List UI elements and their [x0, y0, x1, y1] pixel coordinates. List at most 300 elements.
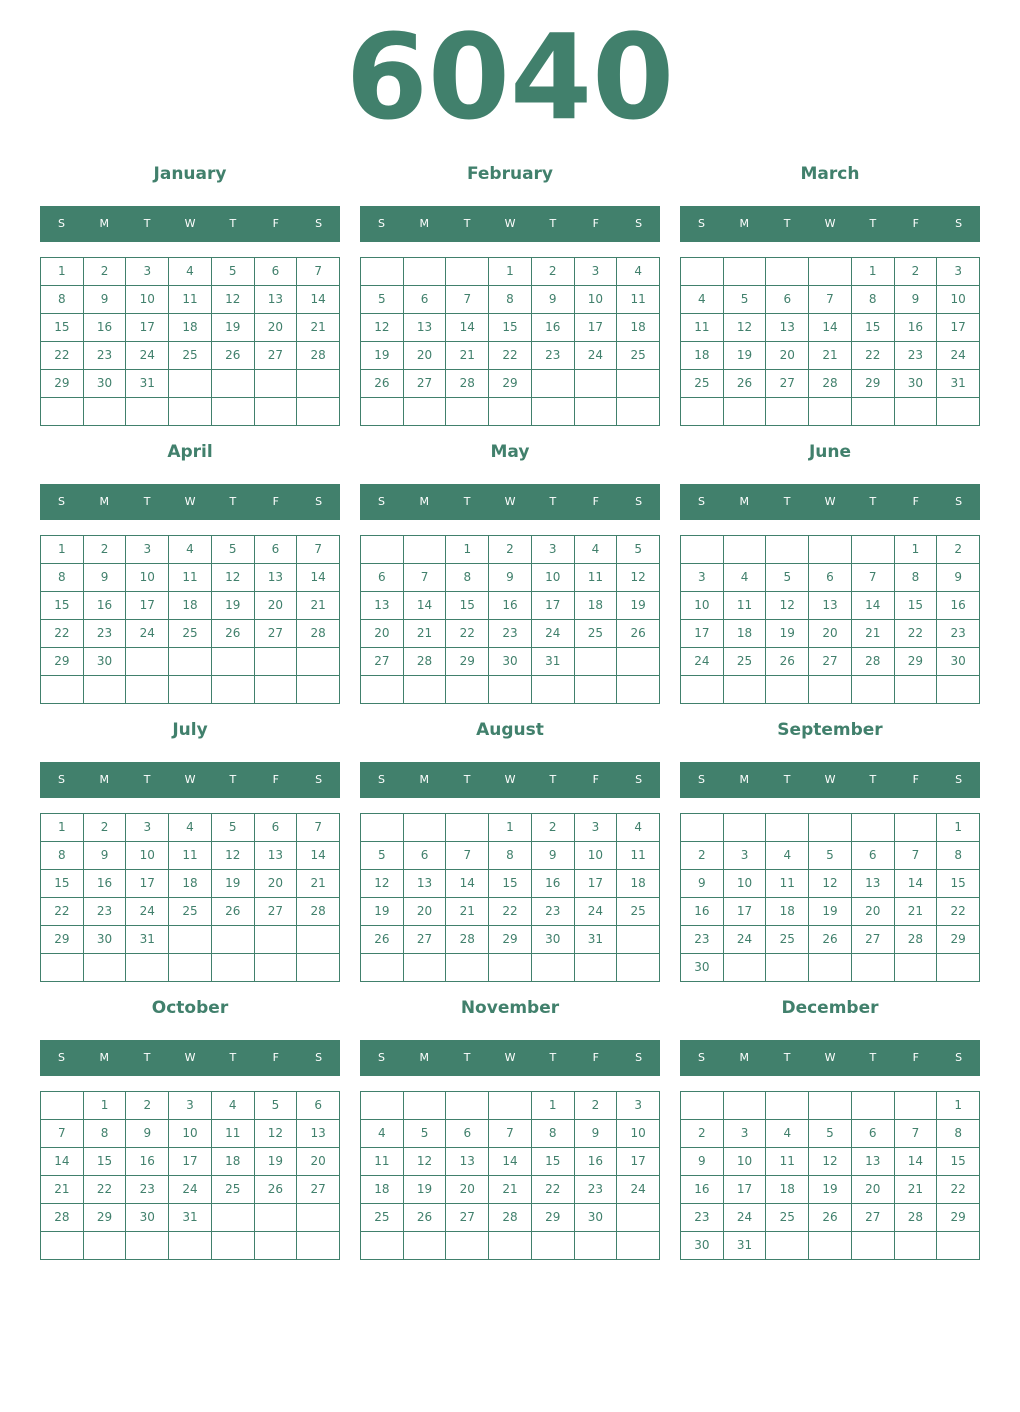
day-cell: 30: [489, 648, 532, 676]
day-cell: 5: [361, 842, 404, 870]
empty-cell: [532, 676, 575, 704]
empty-cell: [297, 926, 340, 954]
day-cell: 4: [575, 536, 618, 564]
day-cell: 20: [297, 1148, 340, 1176]
day-cell: 30: [126, 1204, 169, 1232]
weekday-label: S: [697, 495, 705, 508]
day-cell: 3: [937, 258, 980, 286]
day-cell: 30: [84, 370, 127, 398]
weekday-label: M: [419, 773, 430, 786]
day-cell: 19: [212, 592, 255, 620]
day-cell: 24: [724, 1204, 767, 1232]
empty-cell: [446, 954, 489, 982]
weekday-label: T: [143, 217, 151, 230]
empty-cell: [404, 954, 447, 982]
empty-cell: [84, 954, 127, 982]
day-cell: 2: [681, 1120, 724, 1148]
day-cell: 14: [446, 870, 489, 898]
day-cell: 22: [937, 1176, 980, 1204]
day-cell: 5: [809, 1120, 852, 1148]
day-cell: 5: [809, 842, 852, 870]
day-cell: 12: [617, 564, 660, 592]
day-cell: 23: [532, 342, 575, 370]
empty-cell: [724, 258, 767, 286]
day-cell: 19: [766, 620, 809, 648]
day-cell: 14: [895, 870, 938, 898]
weekday-label: M: [99, 773, 110, 786]
empty-cell: [126, 676, 169, 704]
empty-cell: [809, 258, 852, 286]
day-cell: 8: [852, 286, 895, 314]
day-cell: 30: [575, 1204, 618, 1232]
day-cell: 1: [852, 258, 895, 286]
day-cell: 16: [532, 314, 575, 342]
day-cell: 23: [84, 898, 127, 926]
day-cell: 6: [255, 258, 298, 286]
day-cell: 17: [724, 1176, 767, 1204]
day-cell: 20: [361, 620, 404, 648]
day-cell: 28: [404, 648, 447, 676]
day-cell: 14: [297, 842, 340, 870]
day-cell: 22: [532, 1176, 575, 1204]
day-cell: 2: [126, 1092, 169, 1120]
day-cell: 6: [809, 564, 852, 592]
day-cell: 11: [361, 1148, 404, 1176]
empty-cell: [681, 814, 724, 842]
day-cell: 5: [212, 258, 255, 286]
day-cell: 26: [809, 926, 852, 954]
weekday-label: T: [869, 773, 877, 786]
empty-cell: [41, 1092, 84, 1120]
day-cell: 5: [404, 1120, 447, 1148]
day-cell: 16: [532, 870, 575, 898]
empty-cell: [575, 398, 618, 426]
empty-cell: [212, 926, 255, 954]
day-grid: [40, 257, 340, 426]
day-cell: 11: [766, 870, 809, 898]
empty-cell: [126, 398, 169, 426]
month-name: April: [167, 442, 213, 462]
day-cell: 7: [895, 842, 938, 870]
weekday-label: S: [57, 217, 65, 230]
day-cell: 19: [404, 1176, 447, 1204]
day-cell: 26: [617, 620, 660, 648]
day-cell: 10: [575, 842, 618, 870]
day-cell: 6: [852, 1120, 895, 1148]
day-cell: 31: [169, 1204, 212, 1232]
day-cell: 24: [126, 342, 169, 370]
empty-cell: [446, 1232, 489, 1260]
day-cell: 26: [809, 1204, 852, 1232]
day-cell: 17: [126, 870, 169, 898]
day-cell: 9: [84, 564, 127, 592]
empty-cell: [169, 398, 212, 426]
weekday-label: W: [184, 495, 196, 508]
day-cell: 20: [404, 898, 447, 926]
day-cell: 27: [297, 1176, 340, 1204]
day-cell: 25: [617, 898, 660, 926]
day-cell: 11: [766, 1148, 809, 1176]
day-cell: 12: [809, 870, 852, 898]
month-name: May: [490, 442, 530, 462]
empty-cell: [404, 1092, 447, 1120]
empty-cell: [297, 398, 340, 426]
day-grid: [360, 1091, 660, 1260]
empty-cell: [766, 954, 809, 982]
day-cell: 24: [532, 620, 575, 648]
day-cell: 1: [895, 536, 938, 564]
day-cell: 9: [895, 286, 938, 314]
day-cell: 11: [617, 842, 660, 870]
day-cell: 18: [617, 870, 660, 898]
weekday-label: W: [504, 773, 516, 786]
day-cell: 8: [532, 1120, 575, 1148]
day-cell: 6: [446, 1120, 489, 1148]
day-cell: 28: [809, 370, 852, 398]
day-cell: 4: [361, 1120, 404, 1148]
day-cell: 8: [937, 842, 980, 870]
empty-cell: [724, 398, 767, 426]
day-cell: 15: [84, 1148, 127, 1176]
day-cell: 24: [937, 342, 980, 370]
day-cell: 17: [937, 314, 980, 342]
day-cell: 19: [255, 1148, 298, 1176]
day-cell: 1: [84, 1092, 127, 1120]
day-cell: 18: [169, 592, 212, 620]
day-cell: 22: [852, 342, 895, 370]
empty-cell: [852, 536, 895, 564]
day-cell: 26: [255, 1176, 298, 1204]
weekday-header: [680, 762, 980, 798]
day-cell: 15: [41, 870, 84, 898]
empty-cell: [169, 370, 212, 398]
day-cell: 6: [255, 814, 298, 842]
day-cell: 11: [169, 286, 212, 314]
day-cell: 25: [169, 342, 212, 370]
day-cell: 20: [809, 620, 852, 648]
day-cell: 16: [681, 898, 724, 926]
day-cell: 30: [681, 954, 724, 982]
weekday-label: S: [697, 773, 705, 786]
day-cell: 19: [212, 314, 255, 342]
day-grid: [680, 535, 980, 704]
weekday-label: S: [315, 773, 323, 786]
day-cell: 20: [255, 592, 298, 620]
empty-cell: [724, 954, 767, 982]
day-cell: 13: [255, 564, 298, 592]
weekday-label: T: [869, 495, 877, 508]
day-cell: 17: [575, 314, 618, 342]
empty-cell: [617, 1204, 660, 1232]
weekday-label: S: [57, 773, 65, 786]
day-cell: 10: [937, 286, 980, 314]
day-cell: 10: [681, 592, 724, 620]
day-cell: 5: [255, 1092, 298, 1120]
weekday-label: S: [635, 1051, 643, 1064]
day-cell: 8: [489, 842, 532, 870]
day-cell: 7: [809, 286, 852, 314]
day-cell: 18: [212, 1148, 255, 1176]
day-cell: 1: [446, 536, 489, 564]
month-name: January: [153, 164, 227, 184]
day-cell: 29: [532, 1204, 575, 1232]
day-cell: 11: [575, 564, 618, 592]
empty-cell: [126, 1232, 169, 1260]
day-cell: 9: [575, 1120, 618, 1148]
weekday-label: S: [377, 495, 385, 508]
empty-cell: [724, 814, 767, 842]
day-cell: 12: [255, 1120, 298, 1148]
day-cell: 29: [41, 648, 84, 676]
day-cell: 30: [681, 1232, 724, 1260]
empty-cell: [404, 676, 447, 704]
weekday-label: M: [99, 217, 110, 230]
day-cell: 2: [532, 258, 575, 286]
day-cell: 14: [895, 1148, 938, 1176]
day-cell: 30: [84, 926, 127, 954]
day-cell: 5: [617, 536, 660, 564]
empty-cell: [937, 398, 980, 426]
empty-cell: [681, 536, 724, 564]
empty-cell: [212, 954, 255, 982]
day-cell: 27: [361, 648, 404, 676]
day-cell: 7: [446, 842, 489, 870]
empty-cell: [169, 1232, 212, 1260]
day-cell: 20: [852, 898, 895, 926]
day-cell: 16: [895, 314, 938, 342]
empty-cell: [681, 676, 724, 704]
day-cell: 30: [532, 926, 575, 954]
day-cell: 27: [255, 620, 298, 648]
weekday-label: S: [955, 773, 963, 786]
day-cell: 10: [617, 1120, 660, 1148]
empty-cell: [724, 676, 767, 704]
day-cell: 14: [297, 286, 340, 314]
day-cell: 3: [681, 564, 724, 592]
day-cell: 4: [212, 1092, 255, 1120]
empty-cell: [84, 676, 127, 704]
day-cell: 8: [937, 1120, 980, 1148]
day-cell: 13: [404, 314, 447, 342]
empty-cell: [404, 536, 447, 564]
weekday-label: S: [955, 1051, 963, 1064]
empty-cell: [766, 258, 809, 286]
weekday-label: F: [592, 1051, 599, 1064]
day-cell: 13: [852, 1148, 895, 1176]
empty-cell: [617, 926, 660, 954]
day-cell: 9: [489, 564, 532, 592]
day-cell: 3: [575, 258, 618, 286]
day-cell: 4: [766, 1120, 809, 1148]
weekday-label: S: [377, 773, 385, 786]
day-cell: 9: [84, 842, 127, 870]
day-cell: 3: [724, 1120, 767, 1148]
empty-cell: [126, 648, 169, 676]
empty-cell: [809, 814, 852, 842]
day-cell: 16: [84, 592, 127, 620]
day-cell: 1: [937, 1092, 980, 1120]
day-cell: 21: [297, 870, 340, 898]
day-cell: 7: [446, 286, 489, 314]
weekday-label: T: [463, 773, 471, 786]
month-name: October: [151, 998, 229, 1018]
day-cell: 6: [404, 286, 447, 314]
weekday-label: S: [315, 217, 323, 230]
weekday-label: S: [697, 217, 705, 230]
day-cell: 20: [404, 342, 447, 370]
empty-cell: [361, 536, 404, 564]
day-cell: 9: [126, 1120, 169, 1148]
empty-cell: [41, 676, 84, 704]
empty-cell: [404, 398, 447, 426]
day-cell: 29: [84, 1204, 127, 1232]
day-cell: 23: [681, 926, 724, 954]
day-grid: [360, 257, 660, 426]
day-cell: 23: [895, 342, 938, 370]
day-cell: 13: [297, 1120, 340, 1148]
day-cell: 23: [532, 898, 575, 926]
weekday-label: S: [57, 1051, 65, 1064]
day-cell: 24: [126, 620, 169, 648]
day-cell: 4: [766, 842, 809, 870]
empty-cell: [489, 676, 532, 704]
empty-cell: [681, 1092, 724, 1120]
empty-cell: [84, 1232, 127, 1260]
day-cell: 18: [766, 898, 809, 926]
day-cell: 6: [297, 1092, 340, 1120]
empty-cell: [361, 814, 404, 842]
day-cell: 10: [724, 1148, 767, 1176]
empty-cell: [766, 536, 809, 564]
weekday-label: S: [635, 495, 643, 508]
weekday-header: [360, 484, 660, 520]
weekday-label: T: [869, 217, 877, 230]
day-cell: 16: [489, 592, 532, 620]
weekday-label: F: [912, 1051, 919, 1064]
day-cell: 11: [169, 842, 212, 870]
day-cell: 2: [84, 258, 127, 286]
empty-cell: [617, 1232, 660, 1260]
weekday-header: [40, 206, 340, 242]
day-cell: 18: [617, 314, 660, 342]
day-cell: 13: [809, 592, 852, 620]
day-cell: 13: [446, 1148, 489, 1176]
day-cell: 15: [41, 314, 84, 342]
day-cell: 17: [724, 898, 767, 926]
day-cell: 30: [937, 648, 980, 676]
day-cell: 23: [575, 1176, 618, 1204]
day-cell: 1: [41, 258, 84, 286]
day-cell: 16: [84, 314, 127, 342]
weekday-header: [360, 762, 660, 798]
weekday-label: M: [739, 1051, 750, 1064]
day-grid: [40, 1091, 340, 1260]
day-cell: 16: [84, 870, 127, 898]
day-cell: 4: [169, 536, 212, 564]
day-cell: 26: [212, 620, 255, 648]
day-cell: 20: [766, 342, 809, 370]
empty-cell: [255, 1204, 298, 1232]
day-cell: 15: [446, 592, 489, 620]
day-cell: 15: [937, 1148, 980, 1176]
day-cell: 24: [681, 648, 724, 676]
weekday-label: F: [272, 495, 279, 508]
empty-cell: [681, 258, 724, 286]
day-cell: 15: [489, 870, 532, 898]
weekday-header: [680, 206, 980, 242]
weekday-label: M: [739, 217, 750, 230]
day-cell: 20: [255, 870, 298, 898]
empty-cell: [532, 954, 575, 982]
empty-cell: [489, 1092, 532, 1120]
empty-cell: [255, 648, 298, 676]
day-cell: 26: [361, 926, 404, 954]
weekday-label: W: [824, 1051, 836, 1064]
day-cell: 8: [41, 842, 84, 870]
day-cell: 1: [532, 1092, 575, 1120]
day-cell: 31: [126, 370, 169, 398]
month-name: February: [466, 164, 554, 184]
day-cell: 13: [852, 870, 895, 898]
day-cell: 12: [766, 592, 809, 620]
empty-cell: [681, 398, 724, 426]
empty-cell: [937, 676, 980, 704]
weekday-label: M: [419, 217, 430, 230]
day-cell: 9: [681, 1148, 724, 1176]
empty-cell: [404, 814, 447, 842]
empty-cell: [297, 1204, 340, 1232]
day-grid: [680, 1091, 980, 1260]
day-grid: [360, 535, 660, 704]
empty-cell: [809, 954, 852, 982]
day-cell: 3: [126, 536, 169, 564]
day-cell: 24: [575, 898, 618, 926]
day-cell: 9: [532, 286, 575, 314]
day-cell: 8: [895, 564, 938, 592]
weekday-header: [680, 484, 980, 520]
day-cell: 1: [489, 814, 532, 842]
day-cell: 27: [404, 926, 447, 954]
day-cell: 30: [895, 370, 938, 398]
weekday-label: F: [912, 217, 919, 230]
day-cell: 1: [41, 536, 84, 564]
empty-cell: [617, 370, 660, 398]
day-cell: 2: [937, 536, 980, 564]
empty-cell: [809, 676, 852, 704]
day-cell: 23: [937, 620, 980, 648]
day-cell: 5: [724, 286, 767, 314]
day-cell: 14: [297, 564, 340, 592]
day-cell: 17: [617, 1148, 660, 1176]
day-cell: 27: [446, 1204, 489, 1232]
empty-cell: [361, 398, 404, 426]
empty-cell: [212, 398, 255, 426]
month-name: August: [476, 720, 544, 740]
empty-cell: [126, 954, 169, 982]
weekday-header: [680, 1040, 980, 1076]
day-cell: 13: [766, 314, 809, 342]
empty-cell: [489, 954, 532, 982]
empty-cell: [852, 814, 895, 842]
empty-cell: [852, 954, 895, 982]
day-cell: 8: [489, 286, 532, 314]
day-cell: 26: [404, 1204, 447, 1232]
day-cell: 16: [937, 592, 980, 620]
day-cell: 15: [895, 592, 938, 620]
day-cell: 10: [126, 564, 169, 592]
day-cell: 21: [297, 314, 340, 342]
empty-cell: [489, 398, 532, 426]
